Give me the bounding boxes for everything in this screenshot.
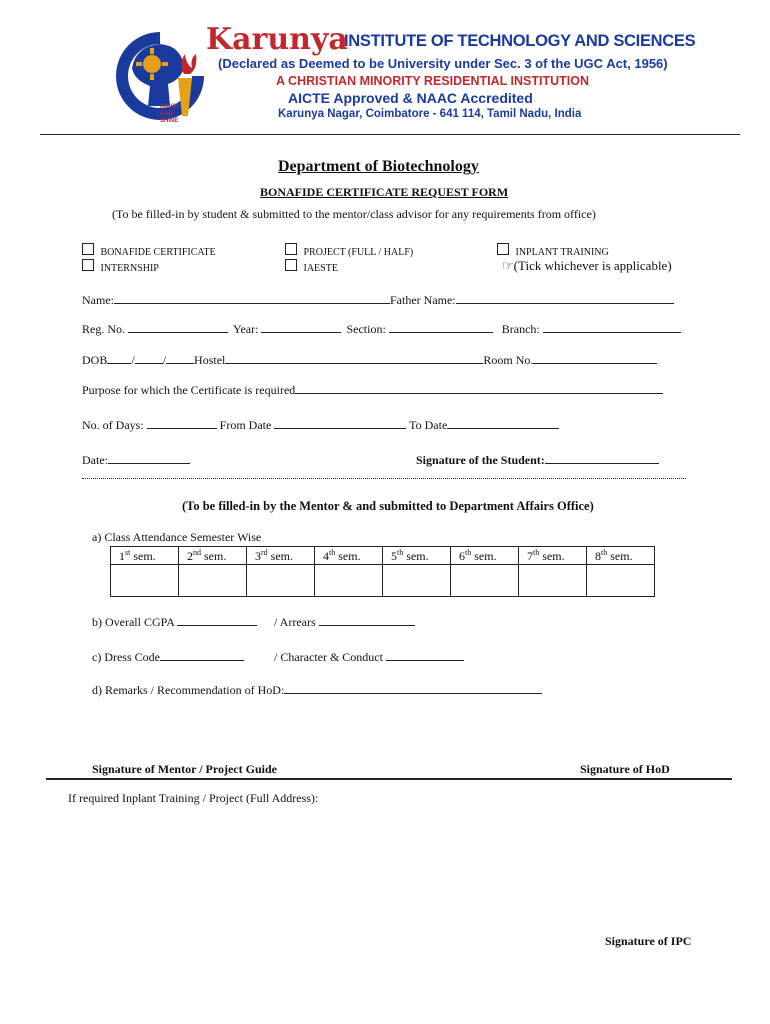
row-arrears: / Arrears: [274, 614, 415, 630]
semester-header-row: [111, 547, 655, 565]
student-instruction: (To be filled-in by student & submitted to the mentor/class advisor for any requirements from office): [112, 207, 596, 221]
attendance-cell[interactable]: [587, 565, 655, 597]
semester-header: 1st sem.: [111, 547, 179, 565]
row-cgpa: b) Overall CGPA: [92, 614, 257, 630]
attendance-cell[interactable]: [519, 565, 587, 597]
row-dob: DOB / / Hostel Room No.: [82, 352, 657, 368]
purpose-field[interactable]: [295, 382, 663, 394]
department-title: Department of Biotechnology: [278, 158, 479, 175]
student-signature-field[interactable]: [545, 452, 659, 464]
dob-day-field[interactable]: [107, 352, 131, 364]
row-days: No. of Days: From Date To Date: [82, 417, 559, 433]
character-field[interactable]: [386, 649, 464, 661]
remarks-field[interactable]: [284, 682, 542, 694]
semester-header: 5th sem.: [383, 547, 451, 565]
row-name: Name: Father Name:: [82, 292, 674, 308]
attendance-cell[interactable]: [315, 565, 383, 597]
attendance-cell[interactable]: [383, 565, 451, 597]
form-title: BONAFIDE CERTIFICATE REQUEST FORM: [260, 185, 509, 199]
semester-header: 8th sem.: [587, 547, 655, 565]
option-internship[interactable]: INTERNSHIP: [82, 259, 159, 274]
attendance-cell[interactable]: [451, 565, 519, 597]
brand-name: Karunya: [206, 22, 348, 57]
attendance-table: [110, 546, 655, 597]
cgpa-field[interactable]: [177, 614, 257, 626]
attendance-entry-row: [111, 565, 655, 597]
semester-header: 6th sem.: [451, 547, 519, 565]
row-date: Date:: [82, 452, 190, 468]
row-reg: Reg. No. Year: Section: Branch:: [82, 321, 681, 337]
ipc-signature-label: Signature of IPC: [605, 934, 692, 948]
inplant-checkbox[interactable]: [497, 243, 509, 255]
room-no-field[interactable]: [533, 352, 657, 364]
dotted-separator: [82, 478, 686, 479]
header-divider: [40, 134, 740, 135]
mentor-section-divider: [46, 778, 732, 780]
hostel-field[interactable]: [225, 352, 483, 364]
arrears-field[interactable]: [319, 614, 415, 626]
bonafide-checkbox[interactable]: [82, 243, 94, 255]
dob-year-field[interactable]: [166, 352, 194, 364]
semester-header: 4th sem.: [315, 547, 383, 565]
header-line-3: AICTE Approved & NAAC Accredited: [288, 90, 533, 106]
from-date-field[interactable]: [274, 417, 406, 429]
internship-checkbox[interactable]: [82, 259, 94, 271]
iaeste-checkbox[interactable]: [285, 259, 297, 271]
semester-header: 2nd sem.: [179, 547, 247, 565]
attendance-label: a) Class Attendance Semester Wise: [92, 530, 262, 544]
father-name-field[interactable]: [456, 292, 674, 304]
reg-no-field[interactable]: [128, 321, 228, 333]
to-date-field[interactable]: [447, 417, 559, 429]
dress-code-field[interactable]: [160, 649, 244, 661]
option-inplant[interactable]: INPLANT TRAINING: [497, 243, 609, 258]
name-field[interactable]: [114, 292, 390, 304]
row-dress: c) Dress Code: [92, 649, 244, 665]
row-character: / Character & Conduct: [274, 649, 464, 665]
dob-month-field[interactable]: [135, 352, 163, 364]
row-student-signature: Signature of the Student:: [416, 452, 659, 468]
year-field[interactable]: [261, 321, 341, 333]
mentor-instruction: (To be filled-in by the Mentor & and submitted to Department Affairs Office): [182, 499, 594, 513]
option-project[interactable]: PROJECT (FULL / HALF): [285, 243, 413, 258]
header-line-2: A CHRISTIAN MINORITY RESIDENTIAL INSTITUTION: [276, 74, 589, 88]
attendance-cell[interactable]: [179, 565, 247, 597]
tick-note: ☞(Tick whichever is applicable): [502, 258, 672, 273]
attendance-cell[interactable]: [247, 565, 315, 597]
project-checkbox[interactable]: [285, 243, 297, 255]
pointing-hand-icon: ☞: [502, 258, 514, 273]
logo-motto: ARISE AND SHINE: [160, 104, 179, 124]
attendance-cell[interactable]: [111, 565, 179, 597]
no-of-days-field[interactable]: [147, 417, 217, 429]
semester-header: 3rd sem.: [247, 547, 315, 565]
hod-signature-label: Signature of HoD: [580, 762, 670, 776]
semester-header: 7th sem.: [519, 547, 587, 565]
mentor-signature-label: Signature of Mentor / Project Guide: [92, 762, 277, 776]
date-field[interactable]: [108, 452, 190, 464]
header-line-1: (Declared as Deemed to be University under Sec. 3 of the UGC Act, 1956): [218, 56, 668, 71]
option-bonafide[interactable]: BONAFIDE CERTIFICATE: [82, 243, 216, 258]
section-field[interactable]: [389, 321, 493, 333]
institute-name: INSTITUTE OF TECHNOLOGY AND SCIENCES: [344, 32, 696, 50]
header-line-4: Karunya Nagar, Coimbatore - 641 114, Tamil Nadu, India: [278, 108, 582, 120]
row-purpose: Purpose for which the Certificate is required: [82, 382, 663, 398]
option-iaeste[interactable]: IAESTE: [285, 259, 338, 274]
branch-field[interactable]: [543, 321, 681, 333]
address-label: If required Inplant Training / Project (Full Address):: [68, 791, 319, 805]
row-remarks: d) Remarks / Recommendation of HoD:: [92, 682, 542, 698]
